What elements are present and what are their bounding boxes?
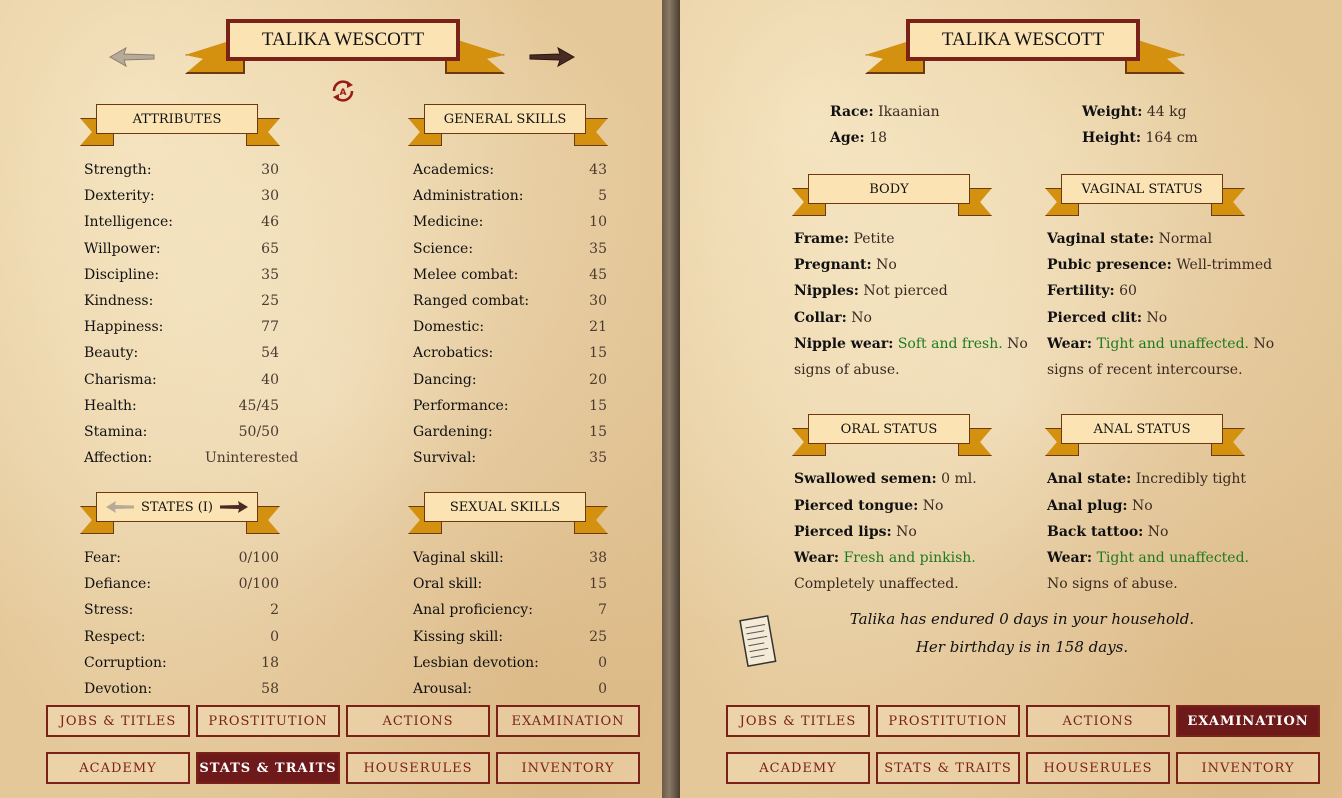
- right-title-ribbon: [865, 20, 1185, 82]
- gardening-label: Gardening:: [413, 424, 493, 440]
- academics-label: Academics:: [413, 162, 495, 178]
- affection-value: Uninterested: [205, 450, 299, 466]
- defiance-label: Defiance:: [84, 576, 152, 592]
- charisma-label: Charisma:: [84, 372, 157, 388]
- prev-arrow-icon[interactable]: [108, 46, 156, 68]
- kindness-value: 25: [261, 293, 279, 309]
- birthday-text: Her birthday is in 158 days.: [915, 638, 1129, 656]
- vaginal-wear-row-cont: signs of recent intercourse.: [1047, 362, 1243, 378]
- corruption-value: 18: [261, 655, 279, 671]
- beauty-value: 54: [261, 345, 279, 361]
- collar-row: Collar: No: [794, 310, 872, 326]
- science-value: 35: [589, 241, 607, 257]
- ranged-combat-label: Ranged combat:: [413, 293, 530, 309]
- clit-row: Pierced clit: No: [1047, 310, 1168, 326]
- actions-button[interactable]: ACTIONS: [346, 705, 490, 737]
- weight-row: Weight: 44 kg: [1082, 104, 1187, 120]
- age-row: Age: 18: [830, 130, 888, 146]
- melee-combat-label: Melee combat:: [413, 267, 519, 283]
- stats-traits-button[interactable]: STATS & TRAITS: [876, 752, 1020, 784]
- stress-label: Stress:: [84, 602, 134, 618]
- administration-value: 5: [598, 188, 607, 204]
- corruption-label: Corruption:: [84, 655, 167, 671]
- svg-text:A: A: [339, 88, 347, 98]
- states-header: [80, 492, 280, 536]
- defiance-value: 0/100: [238, 576, 279, 592]
- acrobatics-value: 15: [589, 345, 607, 361]
- academics-value: 43: [589, 162, 607, 178]
- health-value: 45/45: [238, 398, 279, 414]
- height-row: Height: 164 cm: [1082, 130, 1198, 146]
- performance-value: 15: [589, 398, 607, 414]
- inventory-button[interactable]: INVENTORY: [1176, 752, 1320, 784]
- anal-wear-row: Wear: Tight and unaffected.: [1047, 550, 1249, 566]
- dexterity-value: 30: [261, 188, 279, 204]
- anal-status-header: ANAL STATUS: [1045, 414, 1245, 458]
- states-title: STATES (I): [140, 499, 214, 515]
- domestic-label: Domestic:: [413, 319, 485, 335]
- ranged-combat-value: 30: [589, 293, 607, 309]
- strength-value: 30: [261, 162, 279, 178]
- houserules-button[interactable]: HOUSERULES: [346, 752, 490, 784]
- happiness-label: Happiness:: [84, 319, 164, 335]
- vaginal-skill-label: Vaginal skill:: [413, 550, 504, 566]
- next-arrow-icon[interactable]: [528, 46, 576, 68]
- nipple-wear-row-cont: signs of abuse.: [794, 362, 900, 378]
- lesbian-devotion-value: 0: [598, 655, 607, 671]
- character-title-ribbon: [185, 20, 505, 82]
- jobs-titles-button[interactable]: JOBS & TITLES: [726, 705, 870, 737]
- anal-wear-row-cont: No signs of abuse.: [1047, 576, 1178, 592]
- actions-button[interactable]: ACTIONS: [1026, 705, 1170, 737]
- strength-label: Strength:: [84, 162, 152, 178]
- oral-wear-row-cont: Completely unaffected.: [794, 576, 959, 592]
- prostitution-button[interactable]: PROSTITUTION: [876, 705, 1020, 737]
- stamina-label: Stamina:: [84, 424, 148, 440]
- race-row: Race: Ikaanian: [830, 104, 940, 120]
- medicine-value: 10: [589, 214, 607, 230]
- respect-value: 0: [270, 629, 279, 645]
- discipline-value: 35: [261, 267, 279, 283]
- nipples-row: Nipples: Not pierced: [794, 283, 948, 299]
- household-days-text: Talika has endured 0 days in your household.: [849, 610, 1195, 628]
- gardening-value: 15: [589, 424, 607, 440]
- survival-label: Survival:: [413, 450, 477, 466]
- devotion-label: Devotion:: [84, 681, 153, 697]
- administration-label: Administration:: [413, 188, 524, 204]
- vaginal-status-header: VAGINAL STATUS: [1045, 174, 1245, 218]
- fear-value: 0/100: [238, 550, 279, 566]
- prostitution-button[interactable]: PROSTITUTION: [196, 705, 340, 737]
- tongue-row: Pierced tongue: No: [794, 498, 944, 514]
- dexterity-label: Dexterity:: [84, 188, 155, 204]
- health-label: Health:: [84, 398, 137, 414]
- stats-traits-button[interactable]: STATS & TRAITS: [196, 752, 340, 784]
- happiness-value: 77: [261, 319, 279, 335]
- anal-proficiency-label: Anal proficiency:: [413, 602, 533, 618]
- affection-label: Affection:: [84, 450, 153, 466]
- respect-label: Respect:: [84, 629, 146, 645]
- examination-button[interactable]: EXAMINATION: [496, 705, 640, 737]
- dancing-label: Dancing:: [413, 372, 477, 388]
- oral-skill-value: 15: [589, 576, 607, 592]
- anal-proficiency-value: 7: [598, 602, 607, 618]
- nipple-wear-row: Nipple wear: Soft and fresh. No: [794, 336, 1028, 352]
- intelligence-value: 46: [261, 214, 279, 230]
- domestic-value: 21: [589, 319, 607, 335]
- book-spine: [662, 0, 680, 798]
- right-page: [680, 0, 1342, 798]
- kissing-skill-label: Kissing skill:: [413, 629, 504, 645]
- melee-combat-value: 45: [589, 267, 607, 283]
- character-name: TALIKA WESCOTT: [227, 20, 459, 60]
- states-next-arrow-icon[interactable]: [219, 500, 249, 514]
- fertility-row: Fertility: 60: [1047, 283, 1137, 299]
- right-character-name: TALIKA WESCOTT: [907, 20, 1139, 60]
- discipline-label: Discipline:: [84, 267, 160, 283]
- left-page: [0, 0, 662, 798]
- beauty-label: Beauty:: [84, 345, 139, 361]
- dancing-value: 20: [589, 372, 607, 388]
- kissing-skill-value: 25: [589, 629, 607, 645]
- oral-status-header: ORAL STATUS: [792, 414, 992, 458]
- inventory-button[interactable]: INVENTORY: [496, 752, 640, 784]
- science-label: Science:: [413, 241, 474, 257]
- performance-label: Performance:: [413, 398, 509, 414]
- charisma-value: 40: [261, 372, 279, 388]
- kindness-label: Kindness:: [84, 293, 154, 309]
- sexual-skills-header: SEXUAL SKILLS: [408, 492, 608, 536]
- arousal-value: 0: [598, 681, 607, 697]
- vaginal-wear-row: Wear: Tight and unaffected. No: [1047, 336, 1275, 352]
- general-skills-header: GENERAL SKILLS: [408, 104, 608, 148]
- anal-state-row: Anal state: Incredibly tight: [1047, 471, 1247, 487]
- plug-row: Anal plug: No: [1047, 498, 1153, 514]
- medicine-label: Medicine:: [413, 214, 484, 230]
- stamina-value: 50/50: [238, 424, 279, 440]
- devotion-value: 58: [261, 681, 279, 697]
- willpower-value: 65: [261, 241, 279, 257]
- stress-value: 2: [270, 602, 279, 618]
- examination-button[interactable]: EXAMINATION: [1176, 705, 1320, 737]
- auto-cycle-icon[interactable]: [328, 78, 358, 104]
- academy-button[interactable]: ACADEMY: [46, 752, 190, 784]
- note-icon[interactable]: [736, 614, 780, 670]
- vaginal-skill-value: 38: [589, 550, 607, 566]
- academy-button[interactable]: ACADEMY: [726, 752, 870, 784]
- fear-label: Fear:: [84, 550, 121, 566]
- lesbian-devotion-label: Lesbian devotion:: [413, 655, 539, 671]
- acrobatics-label: Acrobatics:: [413, 345, 494, 361]
- pregnant-row: Pregnant: No: [794, 257, 897, 273]
- frame-row: Frame: Petite: [794, 231, 895, 247]
- vaginal-state-row: Vaginal state: Normal: [1047, 231, 1213, 247]
- intelligence-label: Intelligence:: [84, 214, 173, 230]
- semen-row: Swallowed semen: 0 ml.: [794, 471, 977, 487]
- oral-skill-label: Oral skill:: [413, 576, 483, 592]
- oral-wear-row: Wear: Fresh and pinkish.: [794, 550, 976, 566]
- houserules-button[interactable]: HOUSERULES: [1026, 752, 1170, 784]
- attributes-header: ATTRIBUTES: [80, 104, 280, 148]
- survival-value: 35: [589, 450, 607, 466]
- body-header: BODY: [792, 174, 992, 218]
- arousal-label: Arousal:: [413, 681, 472, 697]
- lips-row: Pierced lips: No: [794, 524, 917, 540]
- jobs-titles-button[interactable]: JOBS & TITLES: [46, 705, 190, 737]
- states-prev-arrow-icon[interactable]: [105, 500, 135, 514]
- pubic-row: Pubic presence: Well-trimmed: [1047, 257, 1273, 273]
- willpower-label: Willpower:: [84, 241, 161, 257]
- tattoo-row: Back tattoo: No: [1047, 524, 1169, 540]
